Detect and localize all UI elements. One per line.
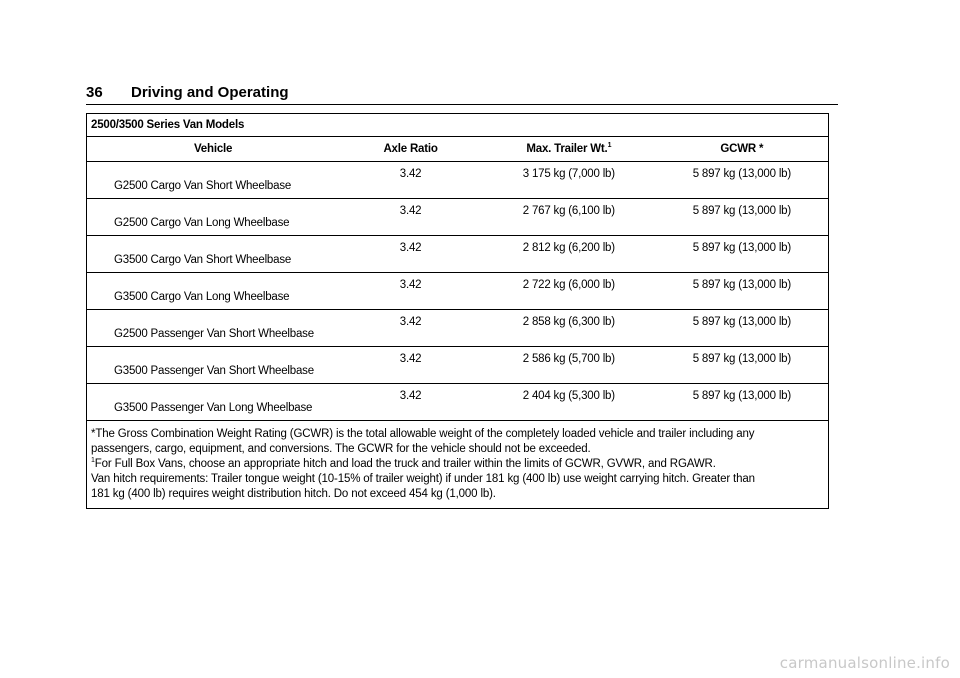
table-caption-row xyxy=(87,114,829,137)
cell-vehicle: G3500 Cargo Van Long Wheelbase xyxy=(87,273,340,310)
table-row xyxy=(87,199,829,236)
cell-gcwr: 5 897 kg (13,000 lb) xyxy=(656,199,829,236)
table-row xyxy=(87,384,829,421)
gcwr-note-line-1: *The Gross Combination Weight Rating (GCWR) is the total allowable weight of the completely loaded vehicle and trailer including any xyxy=(91,428,755,440)
cell-gcwr: 5 897 kg (13,000 lb) xyxy=(656,384,829,421)
header-vehicle: Vehicle xyxy=(193,143,233,155)
van-models-table xyxy=(86,113,829,509)
cell-max-trailer: 2 858 kg (6,300 lb) xyxy=(482,310,656,347)
cell-axle-ratio: 3.42 xyxy=(339,162,482,199)
table-row xyxy=(87,273,829,310)
cell-vehicle: G3500 Cargo Van Short Wheelbase xyxy=(87,236,340,273)
header-max-trailer xyxy=(482,137,656,162)
cell-axle-ratio: 3.42 xyxy=(339,273,482,310)
table-row xyxy=(87,310,829,347)
cell-gcwr: 5 897 kg (13,000 lb) xyxy=(656,310,829,347)
cell-vehicle: G2500 Passenger Van Short Wheelbase xyxy=(87,310,340,347)
header-max-trailer-label: Max. Trailer Wt. xyxy=(526,143,608,155)
hitch-note-line-2: 181 kg (400 lb) requires weight distribution hitch. Do not exceed 454 kg (1,000 lb). xyxy=(91,488,496,500)
cell-axle-ratio: 3.42 xyxy=(339,310,482,347)
cell-axle-ratio: 3.42 xyxy=(339,236,482,273)
table-notes-row xyxy=(87,421,829,509)
cell-vehicle: G2500 Cargo Van Short Wheelbase xyxy=(87,162,340,199)
cell-vehicle: G2500 Cargo Van Long Wheelbase xyxy=(87,199,340,236)
cell-max-trailer: 2 404 kg (5,300 lb) xyxy=(482,384,656,421)
cell-max-trailer: 2 767 kg (6,100 lb) xyxy=(482,199,656,236)
cell-max-trailer: 2 722 kg (6,000 lb) xyxy=(482,273,656,310)
table-notes xyxy=(87,421,829,509)
cell-gcwr: 5 897 kg (13,000 lb) xyxy=(656,347,829,384)
cell-gcwr: 5 897 kg (13,000 lb) xyxy=(656,162,829,199)
header-gcwr: GCWR * xyxy=(720,143,764,155)
site-watermark: carmanualsonline.info xyxy=(779,654,950,672)
cell-max-trailer: 2 812 kg (6,200 lb) xyxy=(482,236,656,273)
cell-vehicle: G3500 Passenger Van Long Wheelbase xyxy=(87,384,340,421)
table-row xyxy=(87,162,829,199)
header-max-trailer-footnote: 1 xyxy=(607,142,612,150)
footnote-1-text: For Full Box Vans, choose an appropriate hitch and load the truck and trailer within the limits of GCWR, GVWR, and RGAWR. xyxy=(94,458,716,470)
cell-vehicle: G3500 Passenger Van Short Wheelbase xyxy=(87,347,340,384)
cell-axle-ratio: 3.42 xyxy=(339,347,482,384)
cell-axle-ratio: 3.42 xyxy=(339,199,482,236)
cell-gcwr: 5 897 kg (13,000 lb) xyxy=(656,273,829,310)
table-header-row xyxy=(87,137,829,162)
cell-max-trailer: 2 586 kg (5,700 lb) xyxy=(482,347,656,384)
page-header xyxy=(86,82,838,105)
table-row xyxy=(87,347,829,384)
gcwr-note-line-2: passengers, cargo, equipment, and conversions. The GCWR for the vehicle should not be exceeded. xyxy=(91,443,591,455)
table-row xyxy=(87,236,829,273)
header-axle-ratio: Axle Ratio xyxy=(383,143,438,155)
footnote-1-marker: 1 xyxy=(91,457,95,465)
hitch-note-line-1: Van hitch requirements: Trailer tongue weight (10-15% of trailer weight) if under 181 kg (400 lb) use weight carrying hitch. Greater than xyxy=(91,473,755,485)
cell-gcwr: 5 897 kg (13,000 lb) xyxy=(656,236,829,273)
table-caption: 2500/3500 Series Van Models xyxy=(87,114,829,137)
section-title: Driving and Operating xyxy=(131,84,289,101)
page-number: 36 xyxy=(86,84,103,101)
cell-max-trailer: 3 175 kg (7,000 lb) xyxy=(482,162,656,199)
footnote-1 xyxy=(91,457,824,472)
cell-axle-ratio: 3.42 xyxy=(339,384,482,421)
